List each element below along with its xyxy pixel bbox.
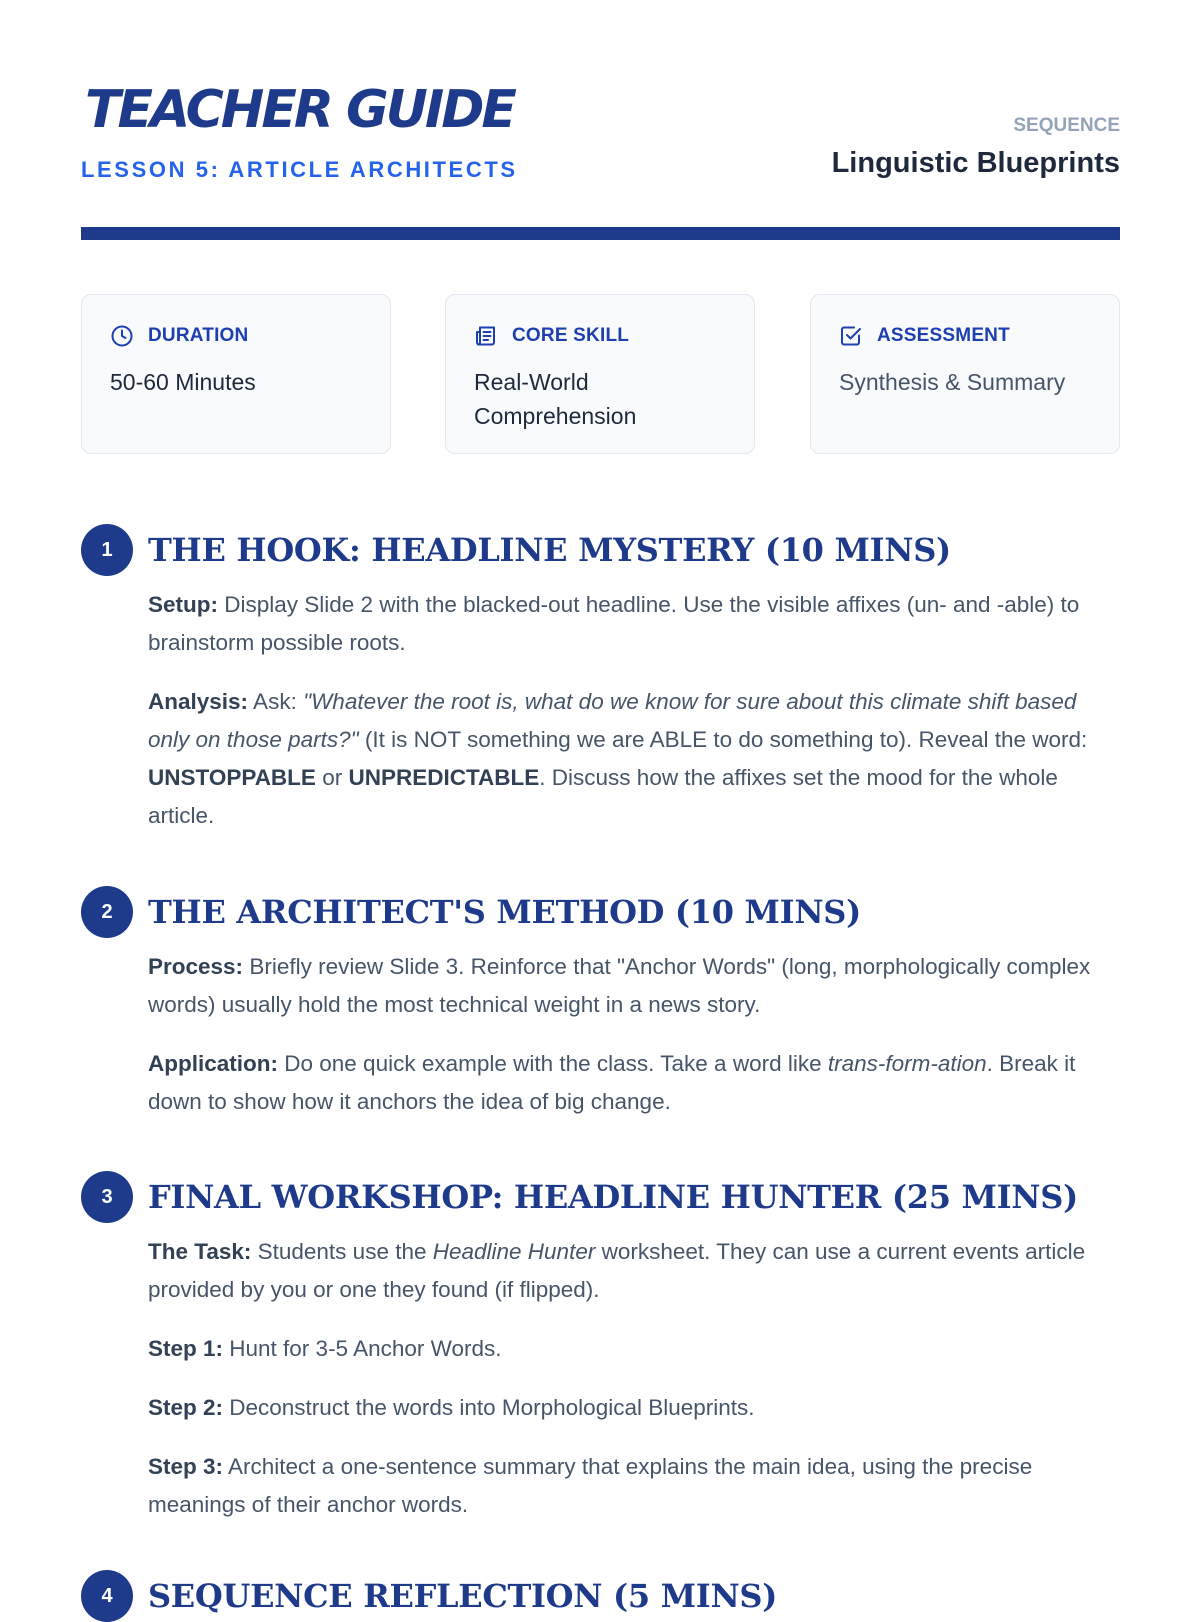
section-number: 3 — [81, 1171, 133, 1223]
core-skill-value: Real-World Comprehension — [474, 369, 637, 429]
assessment-label: ASSESSMENT — [877, 325, 1010, 346]
sequence-name: Linguistic Blueprints — [831, 147, 1120, 179]
assessment-card — [810, 294, 1120, 454]
checkbox-icon — [839, 324, 863, 348]
newspaper-icon — [474, 324, 498, 348]
section-number: 1 — [81, 524, 133, 576]
section-title: SEQUENCE REFLECTION (5 MINS) — [148, 1577, 778, 1615]
application-paragraph: Application: Do one quick example with the class. Take a word like trans-form-ation. Break it down to show how it anchors the idea of big change. — [148, 1051, 1076, 1114]
step-3: Step 3: Architect a one-sentence summary that explains the main idea, using the precise meanings of their anchor words. — [148, 1454, 1033, 1517]
process-paragraph: Process: Briefly review Slide 3. Reinforce that "Anchor Words" (long, morphologically complex words) usually hold the most technical weight in a news story. — [148, 954, 1091, 1017]
section-body — [148, 1233, 1108, 1545]
section-body — [148, 586, 1108, 856]
setup-paragraph: Setup: Display Slide 2 with the blacked-out headline. Use the visible affixes (un- and -able) to brainstorm possible roots. — [148, 592, 1080, 655]
section-title: THE ARCHITECT'S METHOD (10 MINS) — [148, 893, 861, 931]
clock-icon — [110, 324, 134, 348]
analysis-paragraph: Analysis: Ask: "Whatever the root is, what do we know for sure about this climate shift based only on those parts?" (It is NOT something we are ABLE to do something to). Reveal the word: UNSTOPPABLE or UNPREDICTABLE. Discuss how the affixes set the mood for the whole article. — [148, 689, 1088, 828]
lesson-subtitle: LESSON 5: ARTICLE ARCHITECTS — [81, 157, 518, 182]
duration-label: DURATION — [148, 325, 249, 346]
section-number: 2 — [81, 886, 133, 938]
task-paragraph: The Task: Students use the Headline Hunter worksheet. They can use a current events article provided by you or one they found (if flipped). — [148, 1239, 1086, 1302]
core-skill-label: CORE SKILL — [512, 325, 630, 346]
assessment-value: Synthesis & Summary — [839, 369, 1066, 395]
core-skill-card — [445, 294, 755, 454]
section-title: FINAL WORKSHOP: HEADLINE HUNTER (25 MINS) — [148, 1178, 1078, 1216]
sequence-info — [832, 113, 1120, 181]
section-body — [148, 948, 1108, 1142]
step-2: Step 2: Deconstruct the words into Morphological Blueprints. — [148, 1395, 755, 1420]
teacher-guide-page — [81, 0, 1120, 1615]
sequence-label: SEQUENCE — [1013, 115, 1120, 136]
header — [81, 0, 1120, 242]
info-cards — [81, 294, 1120, 456]
header-divider — [81, 227, 1120, 240]
section-number: 4 — [81, 1570, 133, 1622]
section-title: THE HOOK: HEADLINE MYSTERY (10 MINS) — [148, 531, 951, 569]
page-title: TEACHER GUIDE — [85, 80, 514, 140]
duration-card — [81, 294, 391, 454]
step-1: Step 1: Hunt for 3-5 Anchor Words. — [148, 1336, 502, 1361]
duration-value: 50-60 Minutes — [110, 369, 256, 395]
